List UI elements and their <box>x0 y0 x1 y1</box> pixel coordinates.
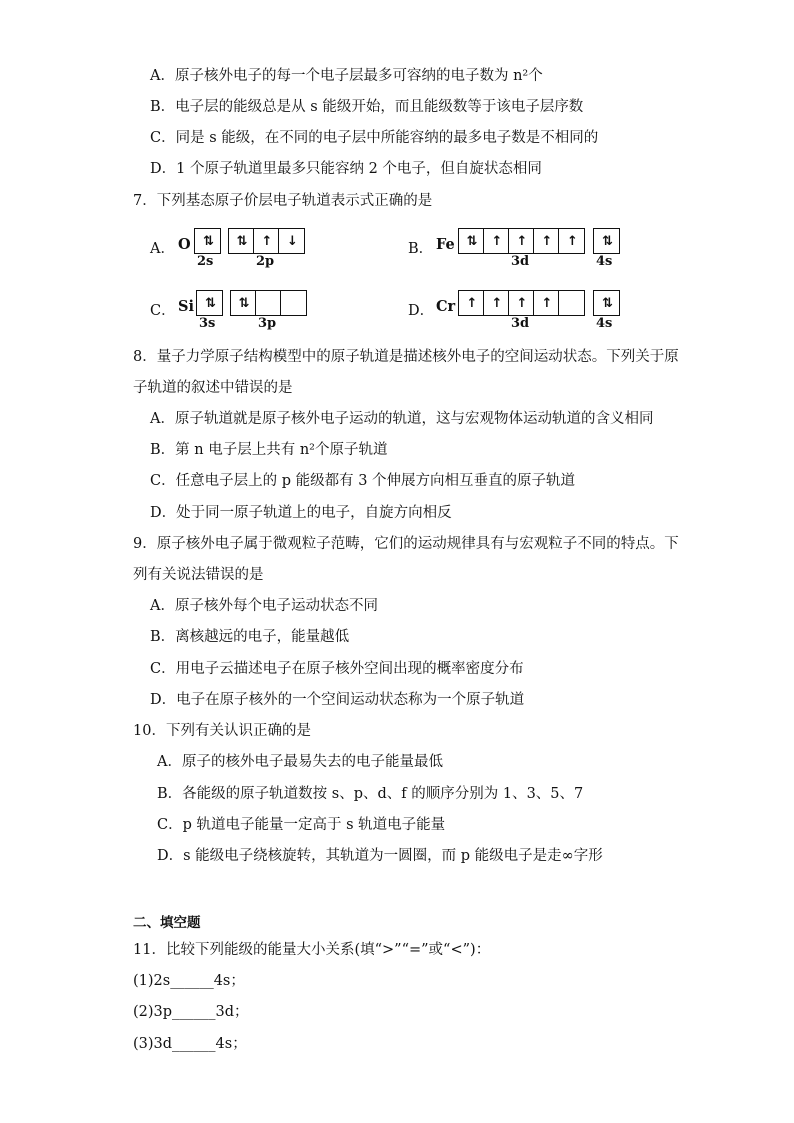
q9-stem-line1: 9．原子核外电子属于微观粒子范畴，它们的运动规律具有与宏观粒子不同的特点。下 <box>133 536 679 552</box>
q11-item-3: (3)3d______4s； <box>133 1036 247 1052</box>
orbital-box: ⇅ <box>203 233 212 249</box>
q6-option-d: D．1 个原子轨道里最多只能容纳 2 个电子，但自旋状态相同 <box>150 161 542 177</box>
orbital-box <box>281 291 306 315</box>
orbital-label: 3s <box>199 316 216 331</box>
q8-option-c: C．任意电子层上的 p 能级都有 3 个伸展方向相互垂直的原子轨道 <box>150 473 576 489</box>
q7-stem: 7．下列基态原子价层电子轨道表示式正确的是 <box>133 193 433 209</box>
orbital-group-s <box>593 290 620 316</box>
q9-option-b: B．离核越远的电子，能量越低 <box>150 629 350 645</box>
orbital-box <box>256 291 281 315</box>
option-label: D． <box>408 303 435 319</box>
q9-stem-line2: 列有关说法错误的是 <box>133 567 264 583</box>
q10-option-d: D．s 能级电子绕核旋转，其轨道为一圆圈，而 p 能级电子是走∞字形 <box>157 848 603 864</box>
option-label: C． <box>150 303 176 319</box>
element-symbol: Cr <box>436 298 456 315</box>
orbital-label: 3p <box>258 316 277 331</box>
q9-option-d: D．电子在原子核外的一个空间运动状态称为一个原子轨道 <box>150 692 525 708</box>
orbital-box: ⇅ <box>459 229 484 253</box>
element-symbol: Si <box>178 298 194 315</box>
orbital-box: ↑ <box>484 229 509 253</box>
q11-stem: 11．比较下列能级的能量大小关系(填“>”“=”或“<”)： <box>133 942 491 958</box>
q6-option-c: C．同是 s 能级，在不同的电子层中所能容纳的最多电子数是不相同的 <box>150 130 599 146</box>
orbital-box: ↑ <box>509 291 534 315</box>
orbital-box: ⇅ <box>229 229 254 253</box>
orbital-group-s <box>593 228 620 254</box>
q11-item-1: (1)2s______4s； <box>133 973 245 989</box>
q10-option-b: B．各能级的原子轨道数按 s、p、d、f 的顺序分别为 1、3、5、7 <box>157 786 584 802</box>
q11-item-2: (2)3p______3d； <box>133 1004 249 1020</box>
q7-option-a <box>150 228 350 278</box>
q6-option-a: A．原子核外电子的每一个电子层最多可容纳的电子数为 n²个 <box>150 68 543 84</box>
q7-option-c <box>150 290 350 340</box>
q6-option-b: B．电子层的能级总是从 s 能级开始，而且能级数等于该电子层序数 <box>150 99 584 115</box>
orbital-box: ↑ <box>459 291 484 315</box>
q8-stem-line1: 8．量子力学原子结构模型中的原子轨道是描述核外电子的空间运动状态。下列关于原 <box>133 349 679 365</box>
orbital-box: ↓ <box>287 233 296 249</box>
element-symbol: O <box>178 236 191 253</box>
orbital-group-p <box>230 290 307 316</box>
orbital-box: ↑ <box>534 291 559 315</box>
orbital-box: ↑ <box>534 229 559 253</box>
orbital-box: ↑ <box>509 229 534 253</box>
q8-option-b: B．第 n 电子层上共有 n²个原子轨道 <box>150 442 388 458</box>
option-label: A． <box>150 241 175 257</box>
orbital-label: 4s <box>596 254 613 269</box>
orbital-label: 2s <box>197 254 214 269</box>
orbital-label: 3d <box>511 254 530 269</box>
orbital-box: ↑ <box>254 229 279 253</box>
orbital-box: ⇅ <box>231 291 256 315</box>
q10-option-a: A．原子的核外电子最易失去的电子能量最低 <box>157 754 443 770</box>
orbital-box: ⇅ <box>205 295 214 311</box>
orbital-box: ↑ <box>484 291 509 315</box>
orbital-box <box>559 291 584 315</box>
orbital-label: 2p <box>256 254 275 269</box>
section-title: 二、填空题 <box>133 915 201 931</box>
orbital-group-p <box>228 228 305 254</box>
q8-option-a: A．原子轨道就是原子核外电子运动的轨道，这与宏观物体运动轨道的含义相同 <box>150 411 654 427</box>
q9-option-a: A．原子核外每个电子运动状态不同 <box>150 598 378 614</box>
option-label: B． <box>408 241 434 257</box>
orbital-box: ⇅ <box>602 233 611 249</box>
orbital-group-d <box>458 290 585 316</box>
element-symbol: Fe <box>436 236 455 253</box>
orbital-group-d <box>458 228 585 254</box>
q7-option-d <box>408 290 638 340</box>
q8-stem-line2: 子轨道的叙述中错误的是 <box>133 380 293 396</box>
q10-stem: 10．下列有关认识正确的是 <box>133 723 311 739</box>
orbital-box: ↑ <box>567 233 576 249</box>
q10-option-c: C．p 轨道电子能量一定高于 s 轨道电子能量 <box>157 817 446 833</box>
orbital-label: 3d <box>511 316 530 331</box>
orbital-group-s <box>196 290 223 316</box>
q9-option-c: C．用电子云描述电子在原子核外空间出现的概率密度分布 <box>150 661 524 677</box>
q8-option-d: D．处于同一原子轨道上的电子，自旋方向相反 <box>150 505 452 521</box>
orbital-group-s <box>194 228 221 254</box>
orbital-box: ⇅ <box>602 295 611 311</box>
orbital-label: 4s <box>596 316 613 331</box>
q7-option-b <box>408 228 638 278</box>
